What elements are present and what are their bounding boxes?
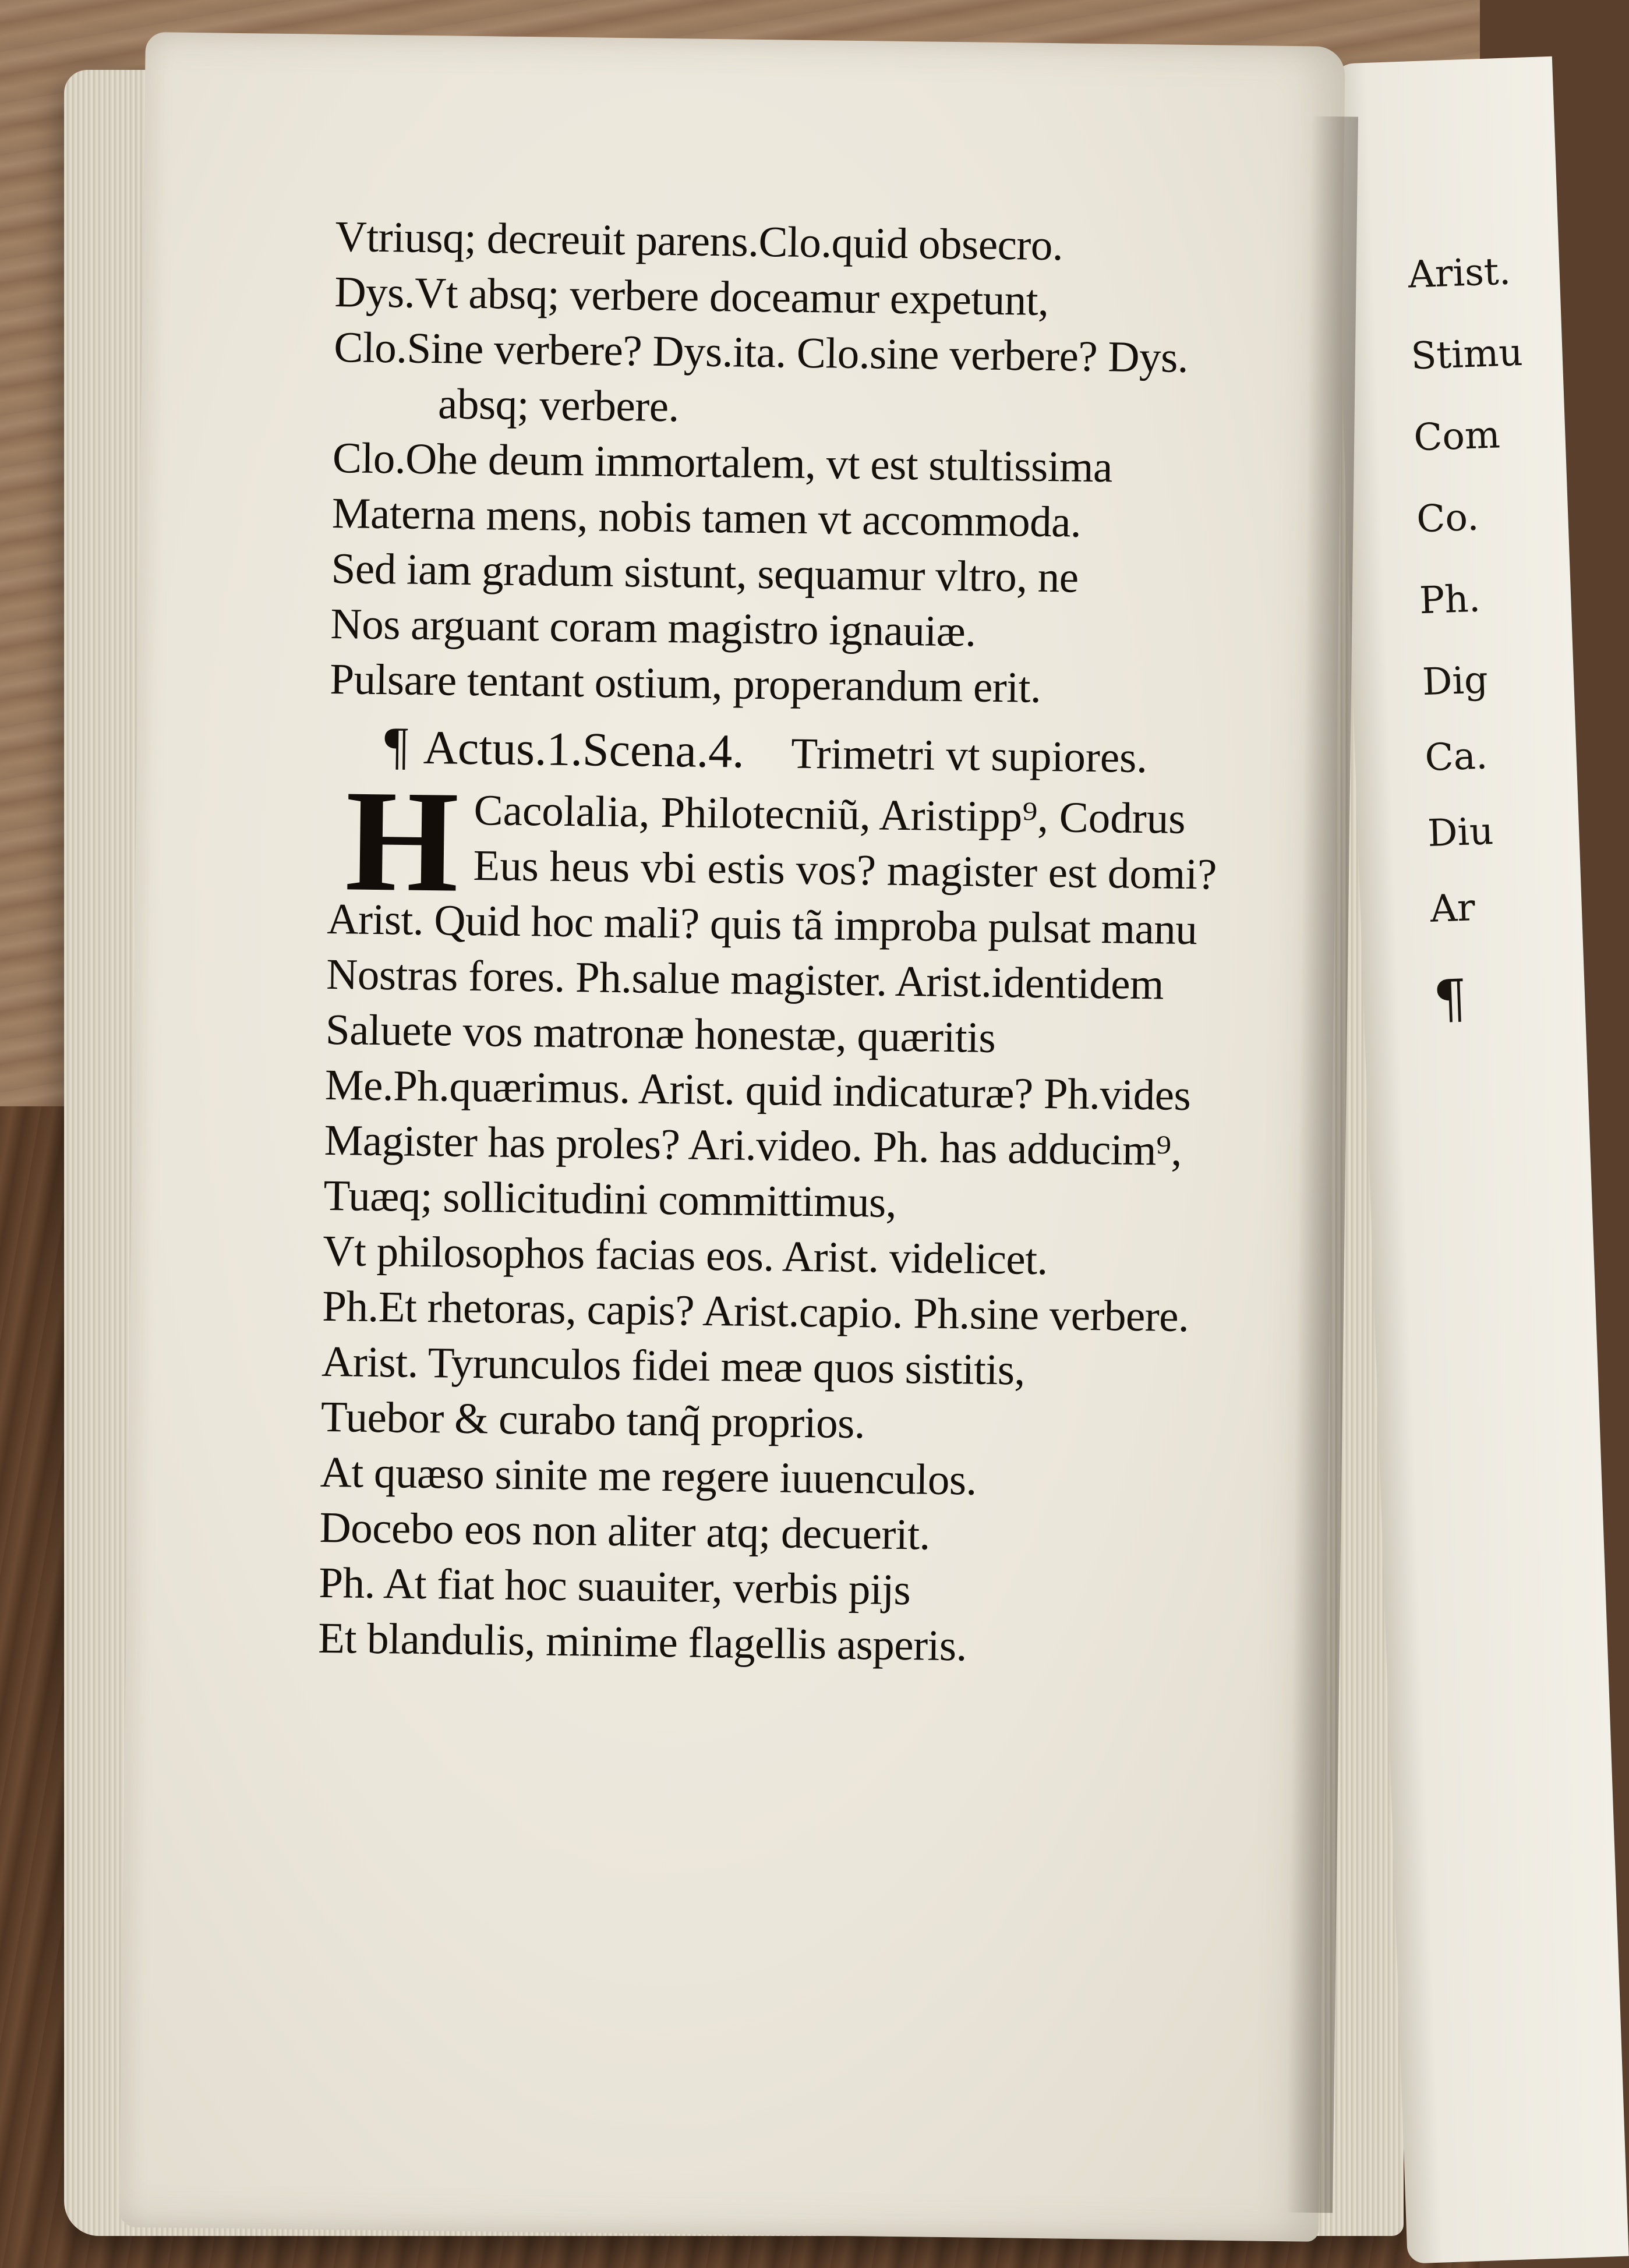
page-text-block xyxy=(318,209,1413,1679)
verse-line: Dys.Vt absq; verbere doceamur expetunt, xyxy=(334,268,1049,325)
verse-line: Vt philosophos facias eos. Arist. videlicet. xyxy=(322,1226,1048,1285)
verse-line: Clo.Ohe deum immortalem, vt est stultissima xyxy=(332,433,1113,492)
verse-line: Me.Ph.quærimus. Arist. quid indicaturæ? Ph.vides xyxy=(324,1060,1191,1120)
facing-fragment: Co. xyxy=(1416,496,1480,542)
scene-heading xyxy=(328,713,1407,794)
verse-line: Et blandulis, minime flagellis asperis. xyxy=(317,1614,967,1671)
verse-line: Ph. At fiat hoc suauiter, verbis pijs xyxy=(318,1558,911,1615)
character-list-line: Cacolalia, Philotecniũ, Aristipp⁹, Codrus xyxy=(473,786,1186,843)
facing-fragment: Ph. xyxy=(1418,577,1482,623)
verse-lines-before xyxy=(330,209,1413,720)
facing-fragment: Ca. xyxy=(1424,734,1489,780)
facing-fragment: Arist. xyxy=(1407,250,1512,297)
verse-line: absq; verbere. xyxy=(437,380,680,431)
verse-line: At quæso sinite me regere iuuenculos. xyxy=(320,1448,977,1505)
scene-meter: Trimetri vt supiores. xyxy=(790,729,1148,783)
verse-line: Arist. Tyrunculos fidei meæ quos sistitis, xyxy=(321,1337,1026,1395)
verse-line: Ph.Et rhetoras, capis? Arist.capio. Ph.sine verbere. xyxy=(321,1282,1189,1342)
facing-fragment: ¶ xyxy=(1432,968,1468,1031)
facing-fragment: Com xyxy=(1413,413,1501,460)
verse-line: Magister has proles? Ari.video. Ph. has adducim⁹, xyxy=(324,1116,1182,1175)
pilcrow-icon: ¶ xyxy=(384,717,409,775)
left-page xyxy=(119,32,1345,2242)
verse-line: Arist. Quid hoc mali? quis tã improba pulsat manu xyxy=(326,894,1197,954)
verse-line: Eus heus vbi estis vos? magister est domi? xyxy=(473,841,1217,899)
verse-line: Nos arguant coram magistro ignauiæ. xyxy=(330,599,977,656)
verse-line: Saluete vos matronæ honestæ, quæritis xyxy=(325,1005,996,1062)
drop-cap-block xyxy=(327,760,1406,923)
verse-line: Nostras fores. Ph.salue magister. Arist.identidem xyxy=(326,950,1164,1009)
drop-cap-letter: H xyxy=(344,760,460,923)
verse-line: Vtriusq; decreuit parens.Clo.quid obsecro. xyxy=(335,213,1063,270)
facing-fragment: Ar xyxy=(1429,886,1476,931)
facing-fragment: Dig xyxy=(1421,659,1489,705)
scene-title: Actus.1.Scena.4. xyxy=(423,720,745,778)
facing-fragment: Diu xyxy=(1426,810,1494,855)
verse-line: Tuæq; sollicitudini committimus, xyxy=(323,1171,897,1227)
verse-line: Tuebor & curabo tanq̃ proprios. xyxy=(320,1392,865,1448)
verse-line: Sed iam gradum sistunt, sequamur vltro, ne xyxy=(331,544,1079,602)
facing-fragment: Stimu xyxy=(1410,331,1524,378)
verse-lines-after xyxy=(318,891,1405,1679)
verse-line: Pulsare tentant ostium, properandum erit. xyxy=(329,654,1041,712)
verse-line: Materna mens, nobis tamen vt accommoda. xyxy=(331,489,1082,547)
verse-line: Clo.Sine verbere? Dys.ita. Clo.sine verbere? Dys. xyxy=(333,323,1189,382)
verse-line: Docebo eos non aliter atq; decuerit. xyxy=(319,1503,931,1559)
